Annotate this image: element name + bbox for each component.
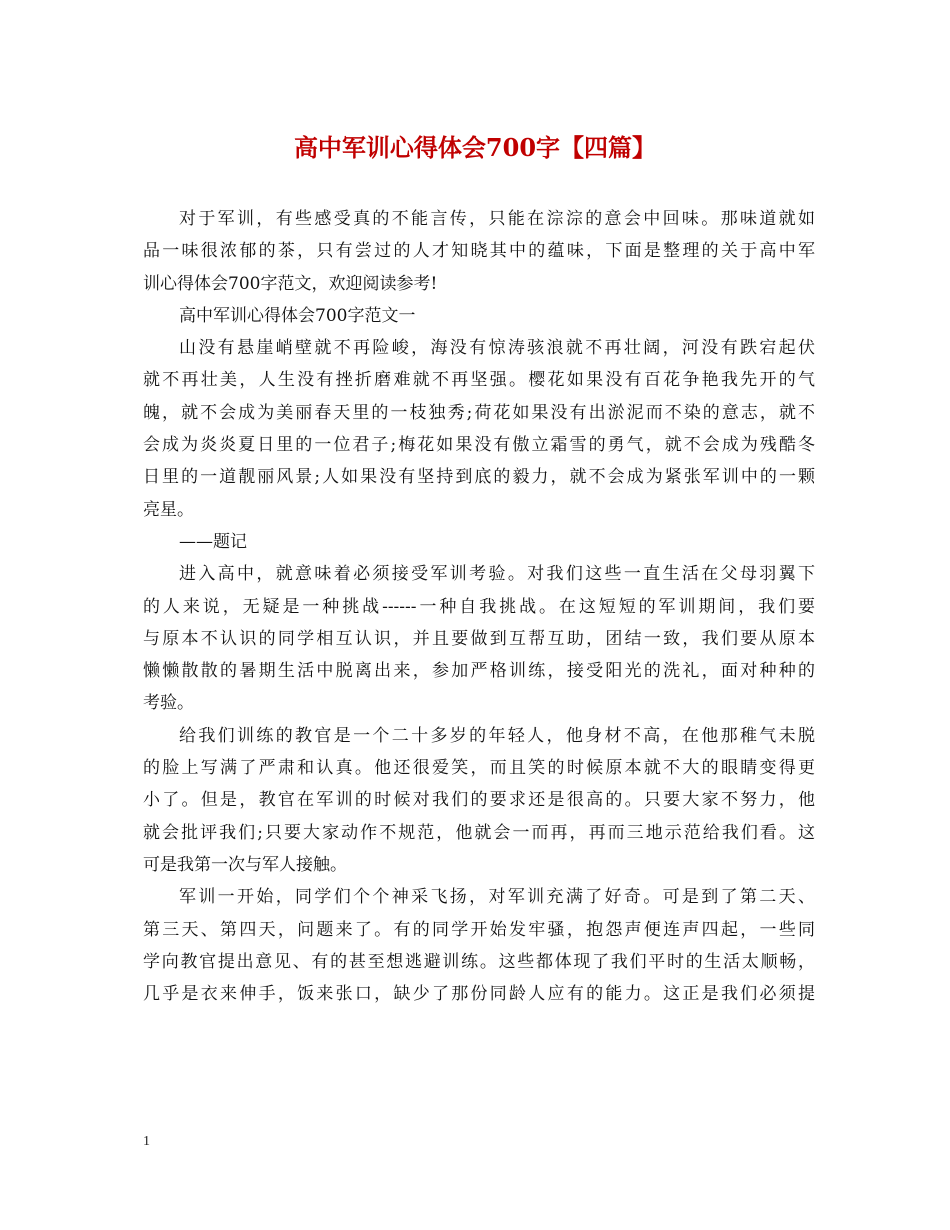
text-line: 高中军训心得体会700字范文一 <box>179 305 416 326</box>
text-line: 学向教官提出意见、有的甚至想逃避训练。这些都体现了我们平时的生活太顺畅， <box>143 951 815 972</box>
text-line: 魄，就不会成为美丽春天里的一枝独秀;荷花如果没有出淤泥而不染的意志，就不 <box>143 402 815 423</box>
text-line: 训心得体会700字范文，欢迎阅读参考! <box>143 273 438 294</box>
document-title: 高中军训心得体会700字【四篇】 <box>293 133 657 162</box>
document-body <box>143 203 815 1010</box>
text-line: 山没有悬崖峭壁就不再险峻，海没有惊涛骇浪就不再壮阔，河没有跌宕起伏 <box>179 338 815 359</box>
text-line: 进入高中，就意味着必须接受军训考验。对我们这些一直生活在父母羽翼下 <box>179 564 815 585</box>
text-line: 军训一开始，同学们个个神采飞扬，对军训充满了好奇。可是到了第二天、 <box>179 887 815 908</box>
text-line: 亮星。 <box>143 499 194 520</box>
text-line: 的人来说，无疑是一种挑战------一种自我挑战。在这短短的军训期间，我们要 <box>143 596 815 617</box>
page-number: 1 <box>143 1134 150 1149</box>
text-line: 与原本不认识的同学相互认识，并且要做到互帮互助，团结一致，我们要从原本 <box>143 628 815 649</box>
text-line: 懒懒散散的暑期生活中脱离出来，参加严格训练，接受阳光的洗礼，面对种种的 <box>143 661 815 682</box>
text-line: 第三天、第四天，问题来了。有的同学开始发牢骚，抱怨声便连声四起，一些同 <box>143 919 815 940</box>
text-line: 品一味很浓郁的茶，只有尝过的人才知晓其中的蕴味，下面是整理的关于高中军 <box>143 241 815 262</box>
text-line: 对于军训，有些感受真的不能言传，只能在淙淙的意会中回味。那味道就如 <box>179 209 815 229</box>
text-line: 会成为炎炎夏日里的一位君子;梅花如果没有傲立霜雪的勇气，就不会成为残酷冬 <box>143 435 815 456</box>
text-line: 就会批评我们;只要大家动作不规范，他就会一而再，再而三地示范给我们看。这 <box>143 822 815 843</box>
text-line: 几乎是衣来伸手，饭来张口，缺少了那份同龄人应有的能力。这正是我们必须提 <box>143 984 815 1005</box>
text-line: 考验。 <box>143 693 194 714</box>
text-line: 日里的一道靓丽风景;人如果没有坚持到底的毅力，就不会成为紧张军训中的一颗 <box>143 467 815 488</box>
text-line: 给我们训练的教官是一个二十多岁的年轻人，他身材不高，在他那稚气未脱 <box>179 725 815 746</box>
text-line: 就不再壮美，人生没有挫折磨难就不再坚强。樱花如果没有百花争艳我先开的气 <box>143 370 815 391</box>
text-line: 可是我第一次与军人接触。 <box>143 854 347 875</box>
text-line: ——题记 <box>179 531 247 552</box>
text-line: 的脸上写满了严肃和认真。他还很爱笑，而且笑的时候原本就不大的眼睛变得更 <box>143 758 815 779</box>
text-line: 小了。但是，教官在军训的时候对我们的要求还是很高的。只要大家不努力，他 <box>143 790 815 811</box>
